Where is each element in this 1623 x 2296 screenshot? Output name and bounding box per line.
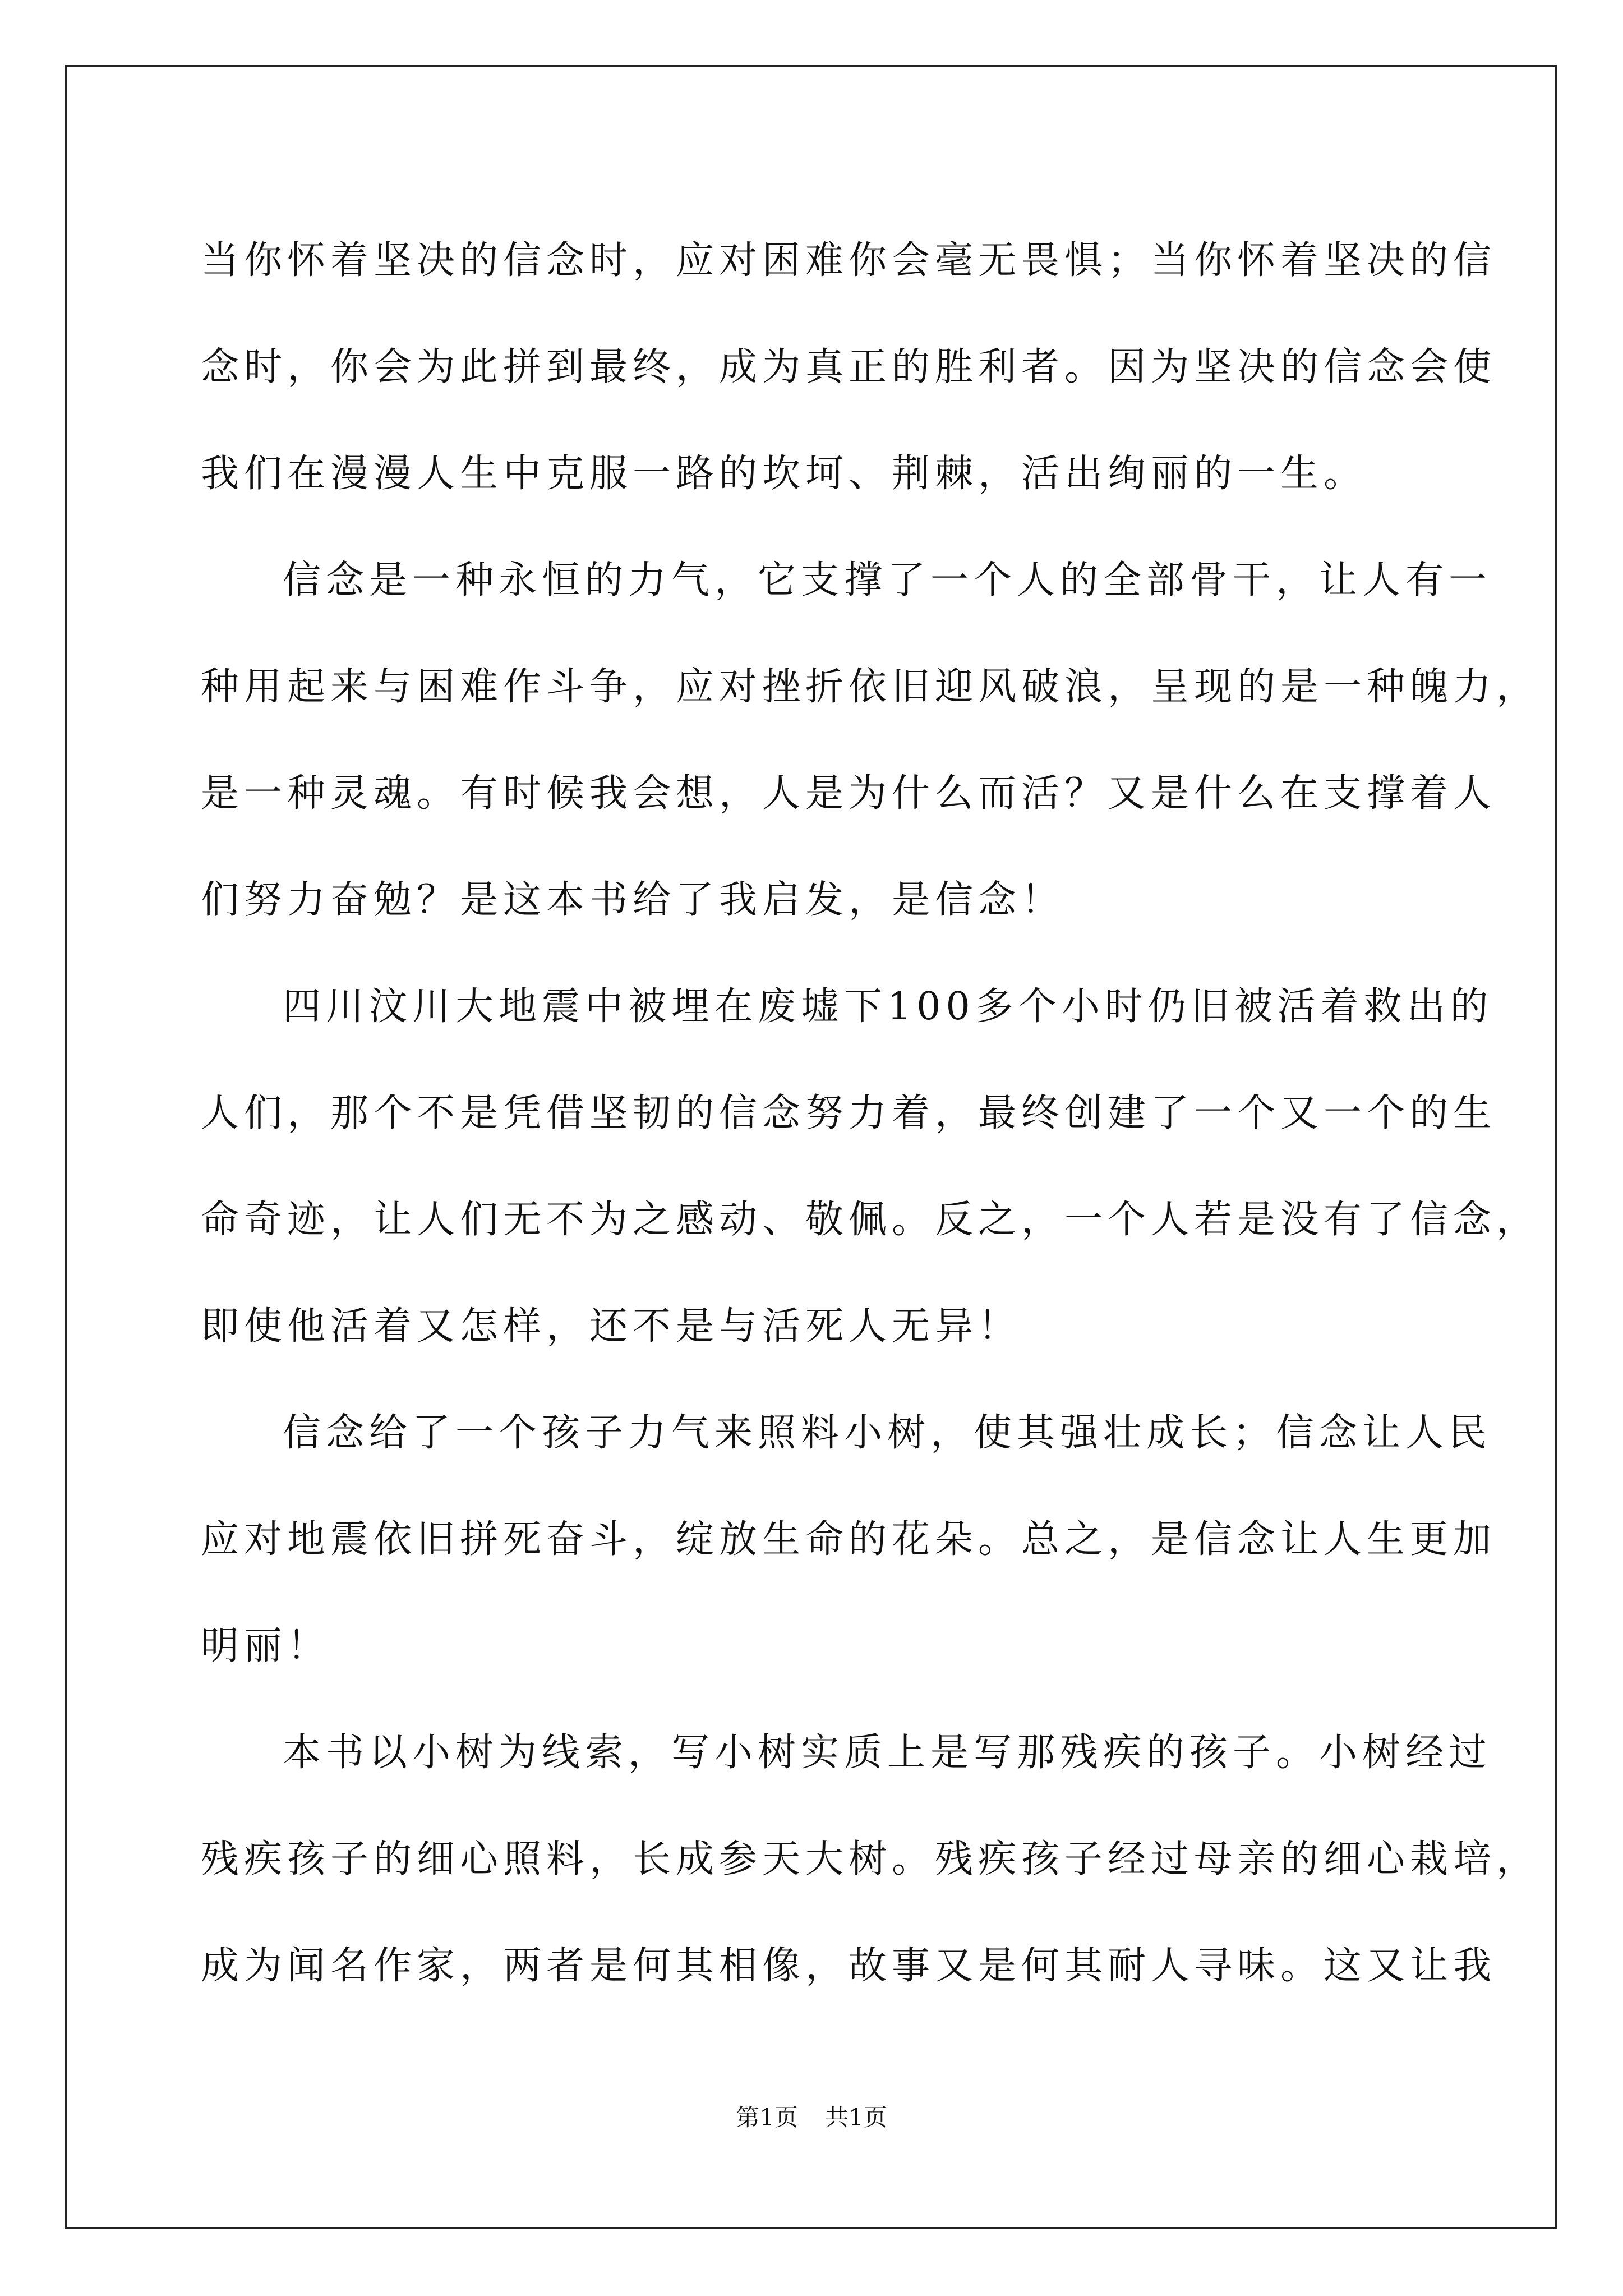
text-line: 命奇迹，让人们无不为之感动、敬佩。反之，一个人若是没有了信念， <box>201 1198 1540 1242</box>
document-body <box>201 208 1540 2019</box>
text-line: 是一种灵魂。有时候我会想，人是为什么而活？又是什么在支撑着人 <box>201 771 1497 816</box>
text-line: 我们在漫漫人生中克服一路的坎坷、荆棘，活出绚丽的一生。 <box>201 452 1367 496</box>
page-number: 第1页 <box>736 2104 798 2131</box>
page-footer <box>0 2099 1623 2133</box>
text-line: 当你怀着坚决的信念时，应对困难你会毫无畏惧；当你怀着坚决的信 <box>201 238 1497 283</box>
paragraph-first-line: 本书以小树为线索，写小树实质上是写那残疾的孩子。小树经过 <box>283 1731 1492 1775</box>
paragraph-first-line: 信念给了一个孩子力气来照料小树，使其强壮成长；信念让人民 <box>283 1411 1492 1455</box>
text-line: 残疾孩子的细心照料，长成参天大树。残疾孩子经过母亲的细心栽培， <box>201 1837 1540 1881</box>
paragraph-first-line: 四川汶川大地震中被埋在废墟下100多个小时仍旧被活着救出的 <box>283 984 1493 1029</box>
paragraph-first-line: 信念是一种永恒的力气，它支撑了一个人的全部骨干，让人有一 <box>283 558 1492 602</box>
text-line: 应对地震依旧拼死奋斗，绽放生命的花朵。总之，是信念让人生更加 <box>201 1517 1497 1562</box>
text-line: 即使他活着又怎样，还不是与活死人无异！ <box>201 1304 1022 1349</box>
text-line: 们努力奋勉？是这本书给了我启发，是信念！ <box>201 878 1065 922</box>
text-line: 成为闻名作家，两者是何其相像，故事又是何其耐人寻味。这又让我 <box>201 1944 1497 1988</box>
text-line: 念时，你会为此拼到最终，成为真正的胜利者。因为坚决的信念会使 <box>201 345 1497 389</box>
text-line: 人们，那个不是凭借坚韧的信念努力着，最终创建了一个又一个的生 <box>201 1091 1497 1135</box>
text-line: 明丽！ <box>201 1624 331 1668</box>
text-line: 种用起来与困难作斗争，应对挫折依旧迎风破浪，呈现的是一种魄力， <box>201 665 1540 709</box>
page-total: 共1页 <box>825 2104 887 2131</box>
